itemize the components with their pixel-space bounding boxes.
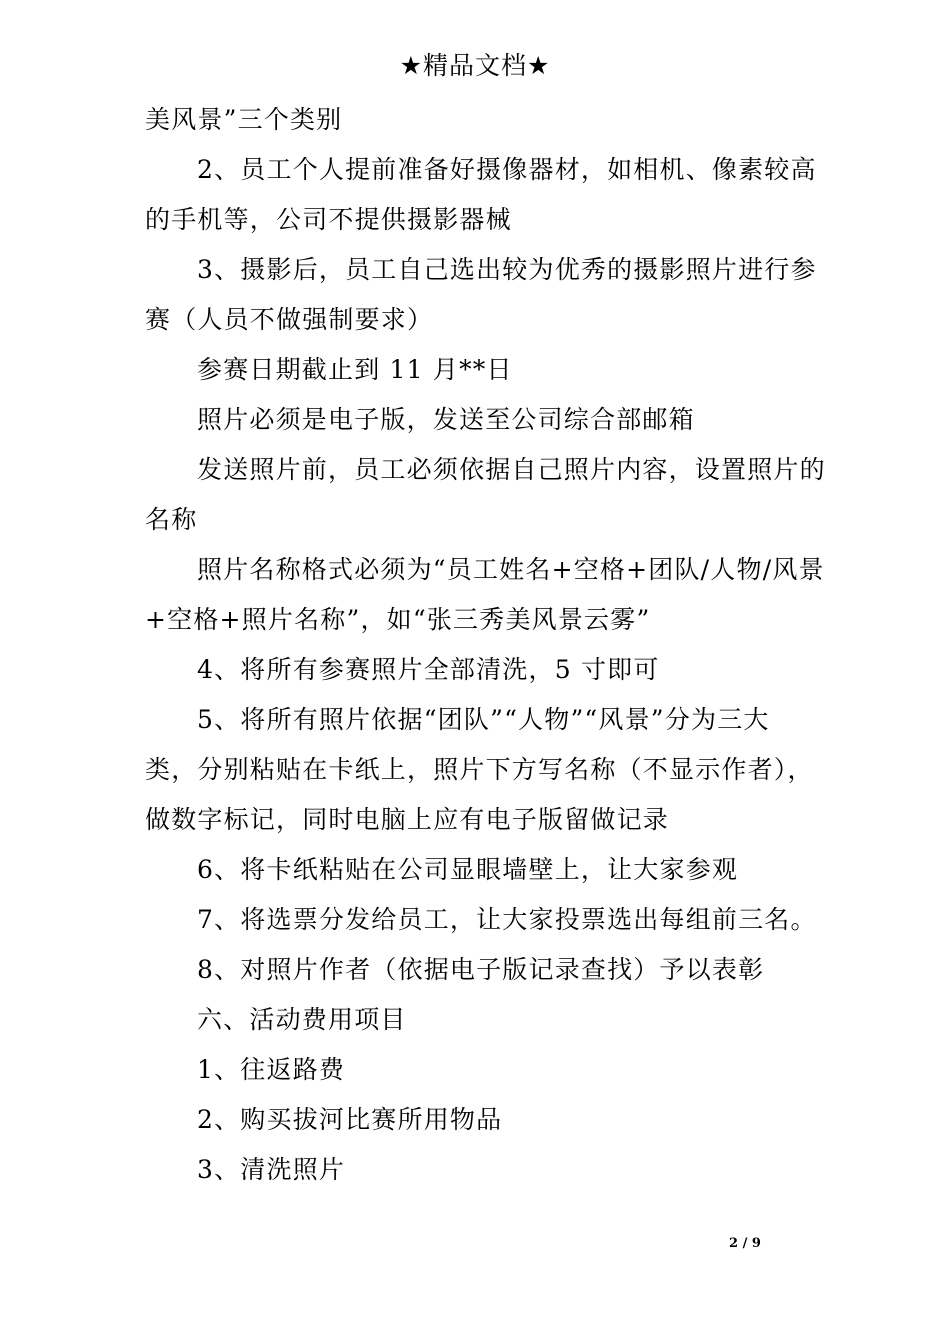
paragraph-line: 发送照片前，员工必须依据自己照片内容，设置照片的 — [197, 455, 826, 484]
paragraph-line: 8、对照片作者（依据电子版记录查找）予以表彰 — [197, 955, 765, 984]
paragraph-line: 7、将选票分发给员工，让大家投票选出每组前三名。 — [197, 905, 817, 934]
paragraph-line: 类，分别粘贴在卡纸上，照片下方写名称（不显示作者）， — [145, 755, 814, 784]
paragraph-line: 名称 — [145, 505, 198, 534]
paragraph-line: 照片名称格式必须为“员工姓名+空格+团队/人物/风景 — [197, 555, 825, 584]
document-body — [145, 95, 826, 1195]
paragraph-line: 做数字标记，同时电脑上应有电子版留做记录 — [145, 805, 670, 834]
paragraph-line: 5、将所有照片依据“团队”“人物”“风景”分为三大 — [197, 705, 770, 734]
paragraph-line: 2、购买拔河比赛所用物品 — [197, 1105, 503, 1134]
page-header: ★精品文档★ — [399, 51, 551, 80]
paragraph-line: 参赛日期截止到 11 月**日 — [197, 355, 513, 384]
paragraph-line: 6、将卡纸粘贴在公司显眼墙壁上，让大家参观 — [197, 855, 739, 884]
paragraph-line: 照片必须是电子版，发送至公司综合部邮箱 — [197, 405, 695, 434]
paragraph-line: 美风景”三个类别 — [145, 105, 343, 134]
paragraph-line: 赛（人员不做强制要求） — [145, 305, 434, 334]
paragraph-line: 1、往返路费 — [197, 1055, 346, 1084]
paragraph-line: 3、摄影后，员工自己选出较为优秀的摄影照片进行参 — [197, 255, 817, 284]
page-number: 2 / 9 — [729, 1236, 761, 1251]
paragraph-line: 的手机等，公司不提供摄影器械 — [145, 205, 512, 234]
paragraph-line: 3、清洗照片 — [197, 1155, 346, 1184]
paragraph-line: +空格+照片名称”，如“张三秀美风景云雾” — [145, 605, 651, 634]
paragraph-line: 2、员工个人提前准备好摄像器材，如相机、像素较高 — [197, 155, 817, 184]
paragraph-line: 4、将所有参赛照片全部清洗，5 寸即可 — [197, 655, 660, 684]
section-heading: 六、活动费用项目 — [197, 1005, 407, 1034]
